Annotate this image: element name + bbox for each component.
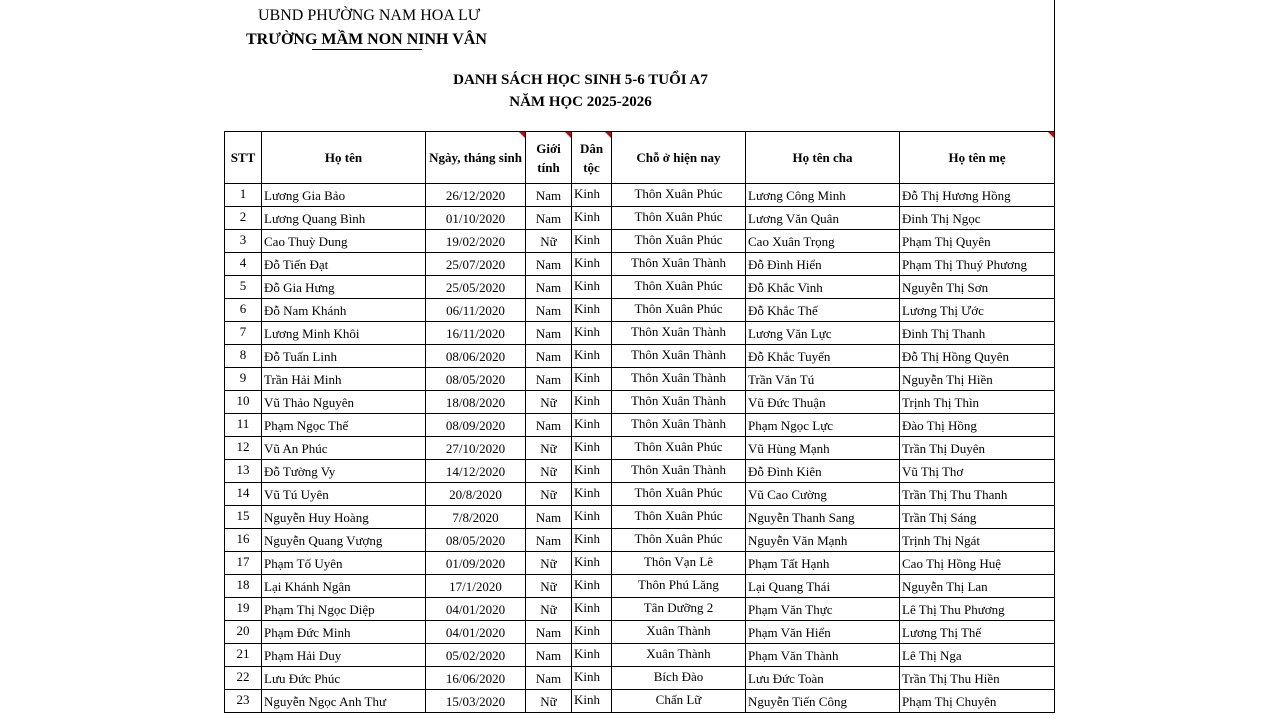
cell-mother[interactable]: Phạm Thị Thuý Phương [900,253,1055,276]
table-header-row [225,132,1055,184]
table-row [225,322,1055,345]
cell-mother[interactable]: Đỗ Thị Hương Hồng [900,184,1055,207]
table-row [225,644,1055,667]
cell-mother[interactable]: Nguyễn Thị Lan [900,575,1055,598]
table-row [225,184,1055,207]
cell-mother[interactable]: Trần Thị Thu Hiền [900,667,1055,690]
cell-name[interactable]: Phạm Thị Ngọc Diệp [262,598,426,621]
cell-mother[interactable]: Phạm Thị Quyên [900,230,1055,253]
cell-father[interactable]: Lương Công Minh [746,184,900,207]
cell-address[interactable]: Thôn Xuân Phúc [612,529,746,552]
cell-ethnic[interactable]: Kinh [572,253,612,276]
cell-address[interactable]: Thôn Xuân Phúc [612,299,746,322]
cell-address[interactable]: Thôn Xuân Phúc [612,207,746,230]
cell-ethnic[interactable]: Kinh [572,690,612,713]
cell-stt[interactable]: 15 [225,506,262,529]
table-row [225,529,1055,552]
cell-name[interactable]: Cao Thuỳ Dung [262,230,426,253]
cell-mother[interactable]: Trịnh Thị Ngát [900,529,1055,552]
cell-stt[interactable]: 10 [225,391,262,414]
cell-address[interactable]: Thôn Xuân Phúc [612,184,746,207]
table-row [225,483,1055,506]
cell-ethnic[interactable]: Kinh [572,460,612,483]
document-title: DANH SÁCH HỌC SINH 5-6 TUỔI A7 [453,72,708,88]
cell-mother[interactable]: Lương Thị Ước [900,299,1055,322]
cell-name[interactable]: Đỗ Gia Hưng [262,276,426,299]
header-dob[interactable] [426,132,526,184]
cell-name[interactable]: Lương Gia Bảo [262,184,426,207]
cell-gender[interactable]: Nam [526,184,572,207]
cell-address[interactable]: Thôn Xuân Phúc [612,506,746,529]
cell-father[interactable]: Phạm Tất Hạnh [746,552,900,575]
cell-mother[interactable]: Trịnh Thị Thìn [900,391,1055,414]
cell-name[interactable]: Phạm Đức Minh [262,621,426,644]
cell-address[interactable]: Xuân Thành [612,644,746,667]
cell-mother[interactable]: Lê Thị Nga [900,644,1055,667]
cell-mother[interactable]: Đào Thị Hồng [900,414,1055,437]
cell-stt[interactable]: 13 [225,460,262,483]
cell-stt[interactable]: 8 [225,345,262,368]
cell-name[interactable]: Đỗ Tuấn Linh [262,345,426,368]
cell-father[interactable]: Nguyễn Tiến Công [746,690,900,713]
cell-father[interactable]: Vũ Hùng Mạnh [746,437,900,460]
cell-gender[interactable]: Nữ [526,552,572,575]
cell-name[interactable]: Phạm Hải Duy [262,644,426,667]
cell-address[interactable]: Tân Dưỡng 2 [612,598,746,621]
cell-father[interactable]: Lại Quang Thái [746,575,900,598]
cell-stt[interactable]: 22 [225,667,262,690]
cell-gender[interactable]: Nam [526,299,572,322]
cell-gender[interactable]: Nữ [526,391,572,414]
cell-ethnic[interactable]: Kinh [572,667,612,690]
cell-father[interactable]: Đỗ Khắc Vinh [746,276,900,299]
cell-ethnic[interactable]: Kinh [572,506,612,529]
cell-ethnic[interactable]: Kinh [572,644,612,667]
cell-ethnic[interactable]: Kinh [572,552,612,575]
cell-dob[interactable]: 17/1/2020 [426,575,526,598]
table-row [225,598,1055,621]
table-row [225,391,1055,414]
school-year: NĂM HỌC 2025-2026 [509,94,652,110]
cell-dob[interactable]: 26/12/2020 [426,184,526,207]
cell-mother[interactable]: Trần Thị Sáng [900,506,1055,529]
cell-name[interactable]: Phạm Ngọc Thế [262,414,426,437]
cell-address[interactable]: Thôn Xuân Thành [612,253,746,276]
cell-dob[interactable]: 08/06/2020 [426,345,526,368]
school-name: TRƯỜNG MẦM NON NINH VÂN [246,31,487,48]
cell-ethnic[interactable]: Kinh [572,391,612,414]
cell-name[interactable]: Vũ Tú Uyên [262,483,426,506]
cell-name[interactable]: Lương Minh Khôi [262,322,426,345]
cell-stt[interactable]: 4 [225,253,262,276]
cell-address[interactable]: Thôn Xuân Thành [612,368,746,391]
cell-gender[interactable]: Nữ [526,690,572,713]
cell-dob[interactable]: 27/10/2020 [426,437,526,460]
cell-stt[interactable]: 17 [225,552,262,575]
cell-name[interactable]: Nguyễn Quang Vượng [262,529,426,552]
table-row [225,506,1055,529]
comment-marker-icon[interactable] [519,132,525,138]
cell-address[interactable]: Thôn Vạn Lê [612,552,746,575]
table-row [225,667,1055,690]
cell-address[interactable]: Chấn Lữ [612,690,746,713]
cell-gender[interactable]: Nam [526,368,572,391]
cell-ethnic[interactable]: Kinh [572,414,612,437]
cell-gender[interactable]: Nam [526,253,572,276]
cell-ethnic[interactable]: Kinh [572,299,612,322]
cell-stt[interactable]: 7 [225,322,262,345]
cell-name[interactable]: Lại Khánh Ngân [262,575,426,598]
cell-father[interactable]: Nguyễn Thanh Sang [746,506,900,529]
cell-gender[interactable]: Nữ [526,437,572,460]
cell-ethnic[interactable]: Kinh [572,184,612,207]
cell-stt[interactable]: 21 [225,644,262,667]
table-row [225,437,1055,460]
cell-dob[interactable]: 15/03/2020 [426,690,526,713]
cell-name[interactable]: Vũ Thảo Nguyên [262,391,426,414]
cell-address[interactable]: Thôn Xuân Thành [612,460,746,483]
cell-mother[interactable]: Phạm Thị Chuyên [900,690,1055,713]
header-name[interactable]: Họ tên [262,132,426,184]
cell-ethnic[interactable]: Kinh [572,529,612,552]
comment-marker-icon[interactable] [1048,132,1054,138]
cell-dob[interactable]: 01/09/2020 [426,552,526,575]
cell-gender[interactable]: Nam [526,506,572,529]
sheet-right-border [1054,0,1055,132]
cell-ethnic[interactable]: Kinh [572,621,612,644]
cell-father[interactable]: Cao Xuân Trọng [746,230,900,253]
table-row [225,575,1055,598]
cell-gender[interactable]: Nữ [526,598,572,621]
cell-name[interactable]: Đỗ Nam Khánh [262,299,426,322]
cell-gender[interactable]: Nam [526,621,572,644]
cell-stt[interactable]: 2 [225,207,262,230]
cell-gender[interactable]: Nam [526,345,572,368]
cell-address[interactable]: Thôn Xuân Thành [612,391,746,414]
cell-ethnic[interactable]: Kinh [572,276,612,299]
cell-stt[interactable]: 5 [225,276,262,299]
organization-name: UBND PHƯỜNG NAM HOA LƯ [258,7,481,24]
table-row [225,621,1055,644]
cell-name[interactable]: Đỗ Tường Vy [262,460,426,483]
cell-father[interactable]: Phạm Văn Thực [746,598,900,621]
table-row [225,276,1055,299]
cell-stt[interactable]: 3 [225,230,262,253]
header-father[interactable]: Họ tên cha [746,132,900,184]
header-ethnic[interactable] [572,132,612,184]
cell-address[interactable]: Thôn Xuân Phúc [612,437,746,460]
cell-gender[interactable]: Nữ [526,230,572,253]
cell-dob[interactable]: 16/06/2020 [426,667,526,690]
cell-address[interactable]: Thôn Phú Lăng [612,575,746,598]
cell-gender[interactable]: Nam [526,667,572,690]
cell-name[interactable]: Lưu Đức Phúc [262,667,426,690]
cell-address[interactable]: Thôn Xuân Phúc [612,230,746,253]
student-table [224,131,1055,713]
cell-father[interactable]: Đỗ Đình Hiển [746,253,900,276]
cell-gender[interactable]: Nữ [526,575,572,598]
cell-father[interactable]: Lương Văn Quân [746,207,900,230]
cell-mother[interactable]: Cao Thị Hồng Huệ [900,552,1055,575]
cell-father[interactable]: Trần Văn Tú [746,368,900,391]
cell-stt[interactable]: 14 [225,483,262,506]
cell-dob[interactable]: 14/12/2020 [426,460,526,483]
cell-mother[interactable]: Lê Thị Thu Phương [900,598,1055,621]
cell-address[interactable]: Thôn Xuân Phúc [612,483,746,506]
table-row [225,552,1055,575]
cell-address[interactable]: Thôn Xuân Thành [612,322,746,345]
cell-dob[interactable]: 08/05/2020 [426,368,526,391]
cell-dob[interactable]: 16/11/2020 [426,322,526,345]
cell-father[interactable]: Đỗ Khắc Tuyển [746,345,900,368]
cell-stt[interactable]: 6 [225,299,262,322]
table-row [225,414,1055,437]
cell-name[interactable]: Phạm Tố Uyên [262,552,426,575]
cell-dob[interactable]: 06/11/2020 [426,299,526,322]
cell-stt[interactable]: 16 [225,529,262,552]
cell-mother[interactable]: Nguyễn Thị Hiền [900,368,1055,391]
cell-gender[interactable]: Nam [526,322,572,345]
cell-father[interactable]: Đỗ Khắc Thế [746,299,900,322]
header-mother[interactable] [900,132,1055,184]
header-gender[interactable] [526,132,572,184]
cell-ethnic[interactable]: Kinh [572,345,612,368]
cell-stt[interactable]: 18 [225,575,262,598]
cell-address[interactable]: Thôn Xuân Thành [612,345,746,368]
cell-address[interactable]: Xuân Thành [612,621,746,644]
cell-mother[interactable]: Vũ Thị Thơ [900,460,1055,483]
cell-gender[interactable]: Nữ [526,460,572,483]
cell-gender[interactable]: Nam [526,644,572,667]
cell-name[interactable]: Vũ An Phúc [262,437,426,460]
cell-dob[interactable]: 08/09/2020 [426,414,526,437]
cell-mother[interactable]: Nguyễn Thị Sơn [900,276,1055,299]
cell-address[interactable]: Bích Đào [612,667,746,690]
cell-mother[interactable]: Lương Thị Thế [900,621,1055,644]
table-row [225,460,1055,483]
cell-ethnic[interactable]: Kinh [572,207,612,230]
school-name-underline [312,49,422,50]
comment-marker-icon[interactable] [565,132,571,138]
cell-gender[interactable]: Nam [526,414,572,437]
cell-father[interactable]: Phạm Ngọc Lực [746,414,900,437]
cell-father[interactable]: Lương Văn Lực [746,322,900,345]
table-row [225,207,1055,230]
cell-name[interactable]: Nguyễn Huy Hoàng [262,506,426,529]
cell-gender[interactable]: Nữ [526,483,572,506]
cell-mother[interactable]: Đinh Thị Thanh [900,322,1055,345]
cell-address[interactable]: Thôn Xuân Thành [612,414,746,437]
cell-father[interactable]: Vũ Cao Cường [746,483,900,506]
cell-stt[interactable]: 9 [225,368,262,391]
cell-dob[interactable]: 04/01/2020 [426,598,526,621]
cell-gender[interactable]: Nam [526,207,572,230]
cell-gender[interactable]: Nam [526,276,572,299]
cell-dob[interactable]: 18/08/2020 [426,391,526,414]
cell-name[interactable]: Nguyễn Ngọc Anh Thư [262,690,426,713]
cell-father[interactable]: Vũ Đức Thuận [746,391,900,414]
cell-address[interactable]: Thôn Xuân Phúc [612,276,746,299]
header-mother-label: Họ tên mẹ [948,150,1006,165]
cell-father[interactable]: Phạm Văn Thành [746,644,900,667]
cell-ethnic[interactable]: Kinh [572,437,612,460]
header-dob-label: Ngày, tháng sinh [429,150,522,165]
cell-stt[interactable]: 23 [225,690,262,713]
cell-dob[interactable]: 19/02/2020 [426,230,526,253]
cell-name[interactable]: Trần Hải Minh [262,368,426,391]
cell-dob[interactable]: 08/05/2020 [426,529,526,552]
cell-ethnic[interactable]: Kinh [572,322,612,345]
table-row [225,230,1055,253]
cell-mother[interactable]: Đinh Thị Ngọc [900,207,1055,230]
table-row [225,253,1055,276]
header-address[interactable]: Chỗ ở hiện nay [612,132,746,184]
cell-stt[interactable]: 1 [225,184,262,207]
cell-stt[interactable]: 20 [225,621,262,644]
table-row [225,368,1055,391]
cell-ethnic[interactable]: Kinh [572,598,612,621]
cell-dob[interactable]: 01/10/2020 [426,207,526,230]
cell-father[interactable]: Phạm Văn Hiển [746,621,900,644]
cell-dob[interactable]: 25/05/2020 [426,276,526,299]
cell-mother[interactable]: Đỗ Thị Hồng Quyên [900,345,1055,368]
cell-ethnic[interactable]: Kinh [572,368,612,391]
cell-stt[interactable]: 12 [225,437,262,460]
cell-mother[interactable]: Trần Thị Duyên [900,437,1055,460]
cell-dob[interactable]: 04/01/2020 [426,621,526,644]
cell-mother[interactable]: Trần Thị Thu Thanh [900,483,1055,506]
cell-ethnic[interactable]: Kinh [572,575,612,598]
header-ethnic-label: Dân tộc [579,140,604,175]
cell-dob[interactable]: 25/07/2020 [426,253,526,276]
cell-ethnic[interactable]: Kinh [572,483,612,506]
header-gender-label: Giới tính [536,140,561,175]
table-row [225,690,1055,713]
cell-dob[interactable]: 20/8/2020 [426,483,526,506]
cell-ethnic[interactable]: Kinh [572,230,612,253]
table-row [225,299,1055,322]
cell-father[interactable]: Nguyễn Văn Mạnh [746,529,900,552]
header-stt[interactable]: STT [225,132,262,184]
cell-father[interactable]: Đỗ Đình Kiên [746,460,900,483]
cell-dob[interactable]: 7/8/2020 [426,506,526,529]
cell-stt[interactable]: 11 [225,414,262,437]
comment-marker-icon[interactable] [605,132,611,138]
cell-father[interactable]: Lưu Đức Toàn [746,667,900,690]
table-row [225,345,1055,368]
cell-name[interactable]: Đỗ Tiến Đạt [262,253,426,276]
cell-dob[interactable]: 05/02/2020 [426,644,526,667]
cell-stt[interactable]: 19 [225,598,262,621]
cell-gender[interactable]: Nam [526,529,572,552]
cell-name[interactable]: Lương Quang Bình [262,207,426,230]
